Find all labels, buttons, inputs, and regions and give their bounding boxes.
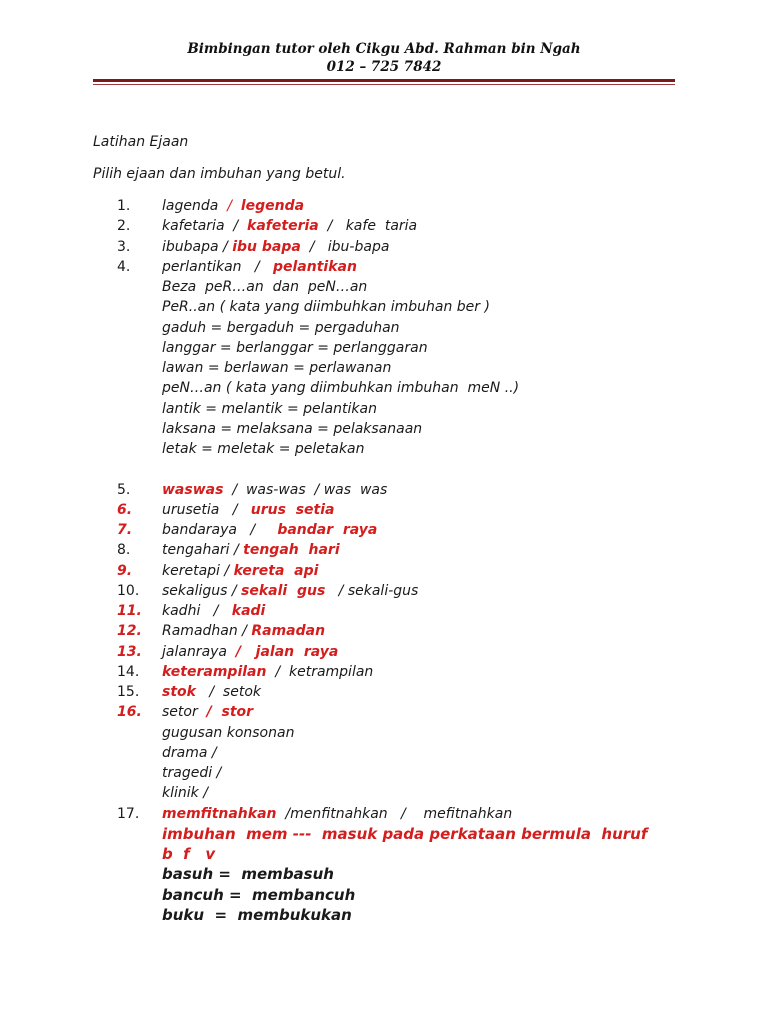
list-item xyxy=(0,338,768,358)
correct-answer-text: kafeteria xyxy=(247,218,319,235)
correct-answer-text: sekali gus xyxy=(241,582,326,599)
item-number: 15. xyxy=(117,684,140,700)
item-text: peN…an ( kata yang diimbuhkan imbuhan meN ..) xyxy=(162,380,520,397)
item-number: 1. xyxy=(117,198,131,214)
item-number: 11. xyxy=(117,603,142,619)
correct-answer-text: kadi xyxy=(231,603,266,619)
list-item xyxy=(0,682,768,702)
item-text: Ramadhan / xyxy=(162,623,252,640)
item-text: urusetia / xyxy=(162,501,251,518)
correct-answer-text: urus setia xyxy=(250,501,335,518)
item-text: tragedi / xyxy=(162,765,222,781)
list-item xyxy=(0,844,768,864)
item-number: 14. xyxy=(117,663,140,680)
exercise-title: Latihan Ejaan xyxy=(93,134,189,150)
correct-answer-text: b f v xyxy=(162,845,216,863)
list-item xyxy=(0,500,768,520)
list-item xyxy=(0,662,768,682)
item-text: lantik = melantik = pelantikan xyxy=(162,400,377,417)
item-text: buku = membukukan xyxy=(162,905,352,924)
item-number: 6. xyxy=(117,501,133,518)
correct-answer-text: Ramadan xyxy=(251,623,326,640)
item-number: 10. xyxy=(117,582,140,599)
list-item xyxy=(0,804,768,824)
item-content xyxy=(162,196,304,216)
item-text: gugusan konsonan xyxy=(162,724,295,741)
list-item xyxy=(0,561,768,581)
list-item xyxy=(0,520,768,540)
item-content xyxy=(162,257,357,277)
item-text: / kafe taria xyxy=(318,218,418,235)
correct-answer-text: imbuhan mem --- masuk pada perkataan bermula huruf xyxy=(162,824,648,843)
item-content xyxy=(162,378,519,398)
correct-answer-text: / xyxy=(227,198,241,214)
item-number: 8. xyxy=(117,542,131,559)
list-item xyxy=(0,297,768,317)
list-item xyxy=(0,642,768,662)
item-content xyxy=(162,844,215,865)
item-content xyxy=(162,520,377,540)
list-item xyxy=(0,399,768,419)
correct-answer-text: waswas xyxy=(162,481,224,498)
item-number: 13. xyxy=(117,643,142,660)
list-item xyxy=(0,277,768,297)
correct-answer-text: / jalan raya xyxy=(235,643,339,660)
item-content xyxy=(162,885,355,906)
item-number: 2. xyxy=(117,218,131,235)
list-item xyxy=(0,581,768,601)
item-content xyxy=(162,662,373,682)
header-divider-thin xyxy=(93,84,675,85)
item-text: / setok xyxy=(195,684,262,700)
list-item xyxy=(0,743,768,763)
item-content xyxy=(162,581,418,601)
item-text: gaduh = bergaduh = pergaduhan xyxy=(162,319,400,336)
header-line-2: 012 – 725 7842 xyxy=(326,59,442,75)
item-text: perlantikan / xyxy=(162,258,273,275)
item-text: jalanraya xyxy=(162,643,236,660)
list-item xyxy=(0,540,768,560)
item-content xyxy=(162,905,352,926)
correct-answer-text: legenda xyxy=(240,198,305,214)
item-number: 16. xyxy=(117,704,142,721)
item-content xyxy=(162,480,387,500)
item-content xyxy=(162,763,221,783)
list-item xyxy=(0,480,768,500)
item-text: PeR..an ( kata yang diimbuhkan imbuhan ber ) xyxy=(162,299,490,316)
item-number: 4. xyxy=(117,258,131,275)
list-item xyxy=(0,196,768,216)
list-item xyxy=(0,723,768,743)
list-item xyxy=(0,905,768,925)
list-item xyxy=(0,601,768,621)
item-content xyxy=(162,399,377,419)
list-item xyxy=(0,885,768,905)
item-content xyxy=(162,297,490,317)
item-content xyxy=(162,743,217,763)
list-item xyxy=(0,783,768,803)
list-item xyxy=(0,763,768,783)
item-text: lagenda xyxy=(162,198,228,214)
item-content xyxy=(162,277,367,297)
item-content xyxy=(162,642,338,662)
list-item xyxy=(0,358,768,378)
correct-answer-text: tengah hari xyxy=(243,542,340,559)
item-text: drama / xyxy=(162,744,217,761)
correct-answer-text: kereta api xyxy=(233,562,319,579)
item-content xyxy=(162,783,208,803)
item-text: / ketrampilan xyxy=(266,663,374,680)
item-text: tengahari / xyxy=(162,542,244,559)
item-text: basuh = membasuh xyxy=(162,865,334,884)
list-item xyxy=(0,419,768,439)
list-item xyxy=(0,257,768,277)
item-content xyxy=(162,318,400,338)
item-content xyxy=(162,439,365,459)
item-number: 3. xyxy=(117,238,131,255)
item-content xyxy=(162,804,512,824)
list-item xyxy=(0,824,768,844)
item-text: sekaligus / xyxy=(162,582,242,599)
header-line-1: Bimbingan tutor oleh Cikgu Abd. Rahman bin Ngah xyxy=(187,41,581,57)
item-content xyxy=(162,621,325,641)
correct-answer-text: / stor xyxy=(206,704,254,721)
item-content xyxy=(162,338,428,358)
correct-answer-text: ibu bapa xyxy=(232,238,301,255)
item-number: 5. xyxy=(117,481,131,498)
item-number: 9. xyxy=(117,562,133,579)
item-text: langgar = berlanggar = perlanggaran xyxy=(162,339,428,356)
item-content xyxy=(162,824,647,845)
item-text: kafetaria / xyxy=(162,218,248,235)
item-content xyxy=(162,419,422,439)
header-divider-thick xyxy=(93,79,675,82)
item-content xyxy=(162,540,340,560)
item-text: keretapi / xyxy=(162,562,234,579)
item-text: / was-was / was was xyxy=(223,481,388,498)
item-content xyxy=(162,682,261,702)
item-text: kadhi / xyxy=(162,603,232,619)
item-number: 12. xyxy=(117,623,142,640)
item-content xyxy=(162,601,265,621)
item-text: bancuh = membancuh xyxy=(162,885,356,904)
list-item xyxy=(0,702,768,722)
item-text: klinik / xyxy=(162,785,208,802)
header-title xyxy=(0,40,768,76)
correct-answer-text: stok xyxy=(162,684,196,700)
item-content xyxy=(162,864,334,885)
list-item xyxy=(0,459,768,479)
item-text: / sekali-gus xyxy=(325,582,419,599)
item-text: letak = meletak = peletakan xyxy=(162,441,365,457)
item-text: Beza peR…an dan peN…an xyxy=(162,279,368,295)
item-text: laksana = melaksana = pelaksanaan xyxy=(162,420,423,437)
list-item xyxy=(0,237,768,257)
item-content xyxy=(162,237,389,257)
item-content xyxy=(162,723,294,743)
list-item xyxy=(0,864,768,884)
item-text: ibubapa / xyxy=(162,238,233,255)
item-text: lawan = berlawan = perlawanan xyxy=(162,360,392,376)
item-number: 17. xyxy=(117,805,140,822)
item-content xyxy=(162,216,417,236)
item-content xyxy=(162,358,391,378)
list-item xyxy=(0,439,768,459)
list-item xyxy=(0,378,768,398)
list-item xyxy=(0,621,768,641)
item-text: bandaraya / xyxy=(162,522,278,538)
list-item xyxy=(0,216,768,236)
correct-answer-text: keterampilan xyxy=(162,663,267,680)
item-text: /menfitnahkan / mefitnahkan xyxy=(276,805,513,822)
item-content xyxy=(162,500,334,520)
correct-answer-text: memfitnahkan xyxy=(162,805,277,822)
item-content xyxy=(162,561,318,581)
exercise-instruction: Pilih ejaan dan imbuhan yang betul. xyxy=(93,166,346,182)
item-text: / ibu-bapa xyxy=(300,238,390,255)
item-content xyxy=(162,702,253,722)
correct-answer-text: pelantikan xyxy=(272,258,357,275)
item-text: setor xyxy=(162,704,207,721)
correct-answer-text: bandar raya xyxy=(277,522,378,538)
list-item xyxy=(0,318,768,338)
item-number: 7. xyxy=(117,522,133,538)
